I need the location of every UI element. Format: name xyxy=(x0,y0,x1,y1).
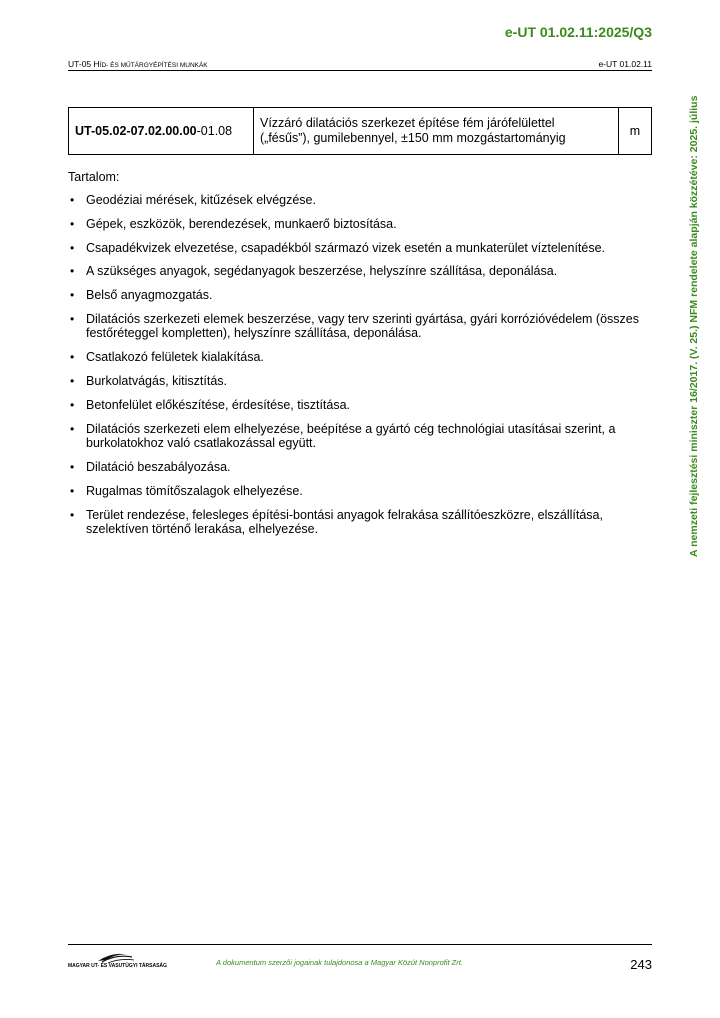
bullet-icon: • xyxy=(70,216,75,231)
content-title: Tartalom: xyxy=(68,170,120,184)
header-doc-ref: e-UT 01.02.11 xyxy=(598,59,652,69)
list-item xyxy=(68,193,648,208)
list-item-text: Dilatációs szerkezeti elemek beszerzése, vagy terv szerinti gyártása, gyári korrózióvédelem (összes festőréteggel kompletten), helyszínre szállítása, deponálása. xyxy=(86,311,639,341)
header-rule xyxy=(68,70,652,71)
bullet-icon: • xyxy=(70,288,75,303)
list-item-text: Gépek, eszközök, berendezések, munkaerő biztosítása. xyxy=(86,216,397,231)
bullet-icon: • xyxy=(70,264,75,279)
item-code: UT-05.02-07.02.00.00 xyxy=(75,124,197,138)
list-item-text: Dilatáció beszabályozása. xyxy=(86,459,231,474)
bullet-icon: • xyxy=(70,193,75,207)
list-item xyxy=(68,312,648,341)
list-item-text: Rugalmas tömítőszalagok elhelyezése. xyxy=(86,483,303,498)
society-logo xyxy=(68,947,168,969)
list-item xyxy=(68,460,648,475)
footer-rule xyxy=(68,944,652,945)
bullet-icon: • xyxy=(70,311,75,326)
list-item-text: Belső anyagmozgatás. xyxy=(86,288,213,303)
item-description-line1: Vízzáró dilatációs szerkezet építése fém járófelülettel xyxy=(260,116,555,130)
list-item-text: Csatlakozó felületek kialakítása. xyxy=(86,350,264,365)
item-code-suffix: -01.08 xyxy=(196,124,233,138)
bullet-icon: • xyxy=(70,374,75,389)
item-table xyxy=(68,107,652,155)
item-description-line2: („fésűs”), gumilebennyel, ±150 mm mozgástartományig xyxy=(260,131,566,145)
list-item xyxy=(68,422,648,451)
bullet-icon: • xyxy=(70,483,75,498)
page-number: 243 xyxy=(630,957,652,972)
list-item-text: A szükséges anyagok, segédanyagok beszerzése, helyszínre szállítása, deponálása. xyxy=(86,264,558,279)
list-item xyxy=(68,288,648,303)
bullet-icon: • xyxy=(70,397,75,412)
bullet-icon: • xyxy=(70,459,75,474)
list-item-text: Burkolatvágás, kitisztítás. xyxy=(86,374,228,389)
list-item xyxy=(68,508,648,537)
list-item xyxy=(68,264,648,279)
list-item xyxy=(68,374,648,389)
list-item-text: Geodéziai mérések, kitűzések elvégzése. xyxy=(86,193,316,207)
bullet-icon: • xyxy=(70,421,75,436)
content-list xyxy=(68,193,648,546)
item-unit-cell: m xyxy=(619,108,652,155)
bullet-icon: • xyxy=(70,240,75,255)
logo-text: MAGYAR UT- ÉS VASUTÜGYI TÁRSASÁG xyxy=(68,963,167,969)
header-section-smallcaps: ÍD- ÉS MŰTÁRGYÉPÍTÉSI MUNKÁK xyxy=(99,62,208,69)
item-row xyxy=(69,108,652,155)
side-publication-note: A nemzeti fejlesztési miniszter 16/2017. (V. 25.) NFM rendelete alapján közzétéve: 2025. július xyxy=(688,96,700,558)
list-item-text: Csapadékvizek elvezetése, csapadékból származó vizek esetén a munkaterület víztelenítése. xyxy=(86,240,606,255)
header-section-prefix: UT-05 H xyxy=(68,59,100,69)
bullet-icon: • xyxy=(70,507,75,522)
list-item xyxy=(68,217,648,232)
list-item-text: Betonfelület előkészítése, érdesítése, tisztítása. xyxy=(86,397,351,412)
list-item xyxy=(68,484,648,499)
footer-copyright: A dokumentum szerzői jogainak tulajdonosa a Magyar Közút Nonprofit Zrt. xyxy=(216,958,463,967)
bullet-icon: • xyxy=(70,350,75,365)
item-description-cell xyxy=(254,108,619,155)
list-item xyxy=(68,241,648,256)
list-item xyxy=(68,398,648,413)
list-item-text: Terület rendezése, felesleges építési-bontási anyagok felrakása szállítóeszközre, elszállítása, szelektíven történő lerakása, elhelyezése. xyxy=(86,507,603,537)
list-item-text: Dilatációs szerkezeti elem elhelyezése, beépítése a gyártó cég technológiai utasításai szerint, a burkolatokhoz való csatlakozással együtt. xyxy=(86,421,616,451)
header-section-title xyxy=(68,59,208,69)
item-code-cell xyxy=(69,108,254,155)
list-item xyxy=(68,350,648,365)
doc-code: e-UT 01.02.11:2025/Q3 xyxy=(504,24,652,40)
